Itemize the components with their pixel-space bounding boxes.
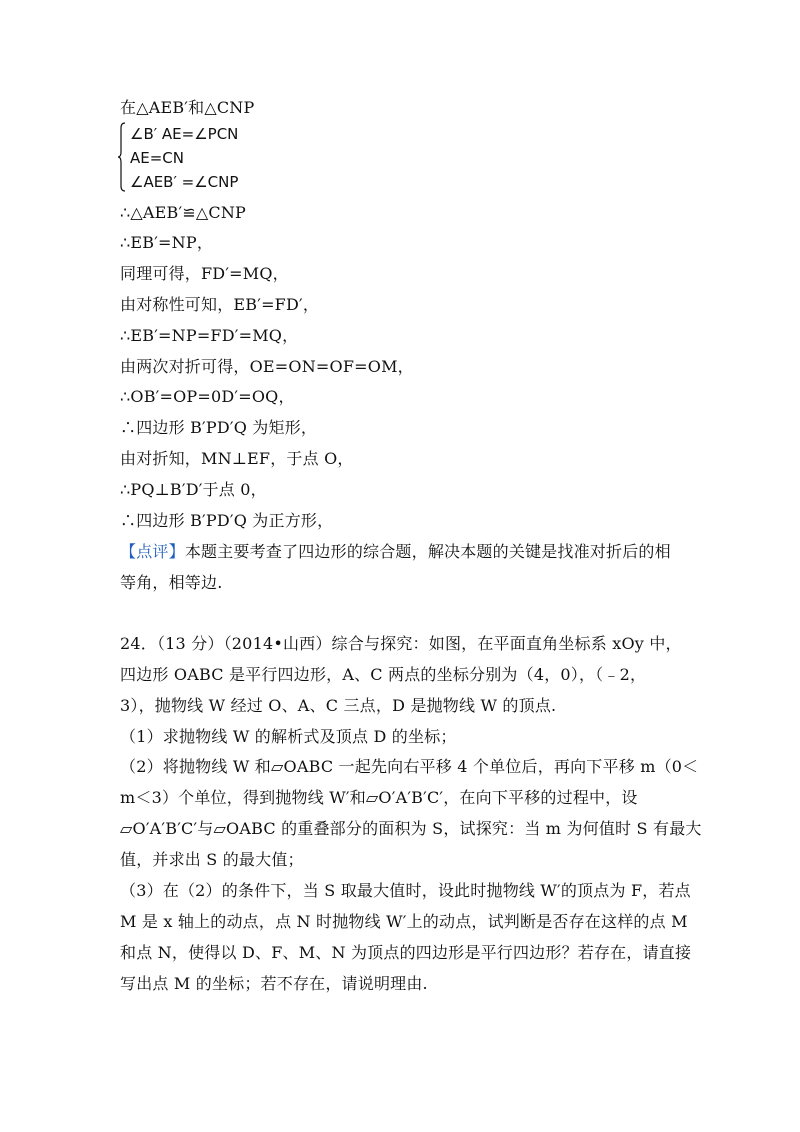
text-line: 由两次对折可得，OE=ON=OF=OM，	[120, 357, 414, 376]
text-line: ∴四边形 B′PD′Q 为矩形，	[120, 418, 318, 437]
text-line: ∴EB′=NP，	[120, 233, 214, 252]
problem-line: （3）在（2）的条件下，当 S 取最大值时，设此时抛物线 W′的顶点为 F，若点	[120, 881, 691, 900]
text-line: ∴EB′=NP=FD′=MQ，	[120, 326, 299, 345]
problem-line: 值，并求出 S 的最大值；	[120, 850, 304, 869]
problem-line: （1）求抛物线 W 的解析式及顶点 D 的坐标；	[120, 727, 457, 746]
equation-system	[118, 122, 318, 196]
system-line: AE=CN	[130, 149, 185, 167]
problem-line: 和点 N，使得以 D、F、M、N 为顶点的四边形是平行四边形？若存在，请直接	[120, 943, 692, 962]
text-line: ∴△AEB′≌△CNP	[120, 203, 247, 222]
problem-line: ▱O′A′B′C′与▱OABC 的重叠部分的面积为 S，试探究：当 m 为何值时 S 有最大	[120, 819, 702, 838]
comment-text: 本题主要考查了四边形的综合题，解决本题的关键是找准对折后的相	[184, 542, 671, 561]
system-line: ∠AEB′ =∠CNP	[130, 173, 239, 191]
text-line: 由对称性可知，EB′=FD′，	[120, 295, 320, 314]
problem-line: （2）将抛物线 W 和▱OABC 一起先向右平移 4 个单位后，再向下平移 m（0＜	[120, 757, 699, 776]
problem-line: M 是 x 轴上的动点，点 N 时抛物线 W′上的动点，试判断是否存在这样的点 M	[120, 912, 688, 931]
text-line: ∴PQ⊥B′D′于点 0，	[120, 480, 267, 499]
text-line: ∴OB′=OP=0D′=OQ，	[120, 387, 295, 406]
problem-line: 3），抛物线 W 经过 O、A、C 三点，D 是抛物线 W 的顶点.	[120, 696, 557, 715]
comment-tag: 【点评】	[120, 542, 185, 561]
problem-line: 24．（13 分）（2014•山西）综合与探究：如图，在平面直角坐标系 xOy 中，	[120, 634, 682, 653]
system-line: ∠B′ AE=∠PCN	[130, 125, 239, 143]
comment-line: 等角，相等边.	[120, 573, 223, 592]
problem-line: 四边形 OABC 是平行四边形，A、C 两点的坐标分别为（4，0），（﹣2，	[120, 665, 647, 684]
text-line: 由对折知，MN⊥EF，于点 O，	[120, 449, 354, 468]
text-line: 同理可得，FD′=MQ，	[120, 264, 289, 283]
text-line: 在△AEB′和△CNP	[120, 98, 255, 117]
comment-line	[120, 542, 671, 562]
problem-line: m＜3）个单位，得到抛物线 W′和▱O′A′B′C′，在向下平移的过程中，设	[120, 788, 638, 807]
problem-line: 写出点 M 的坐标；若不存在，请说明理由.	[120, 974, 428, 993]
left-brace	[118, 122, 126, 192]
text-line: ∴四边形 B′PD′Q 为正方形，	[120, 511, 334, 530]
